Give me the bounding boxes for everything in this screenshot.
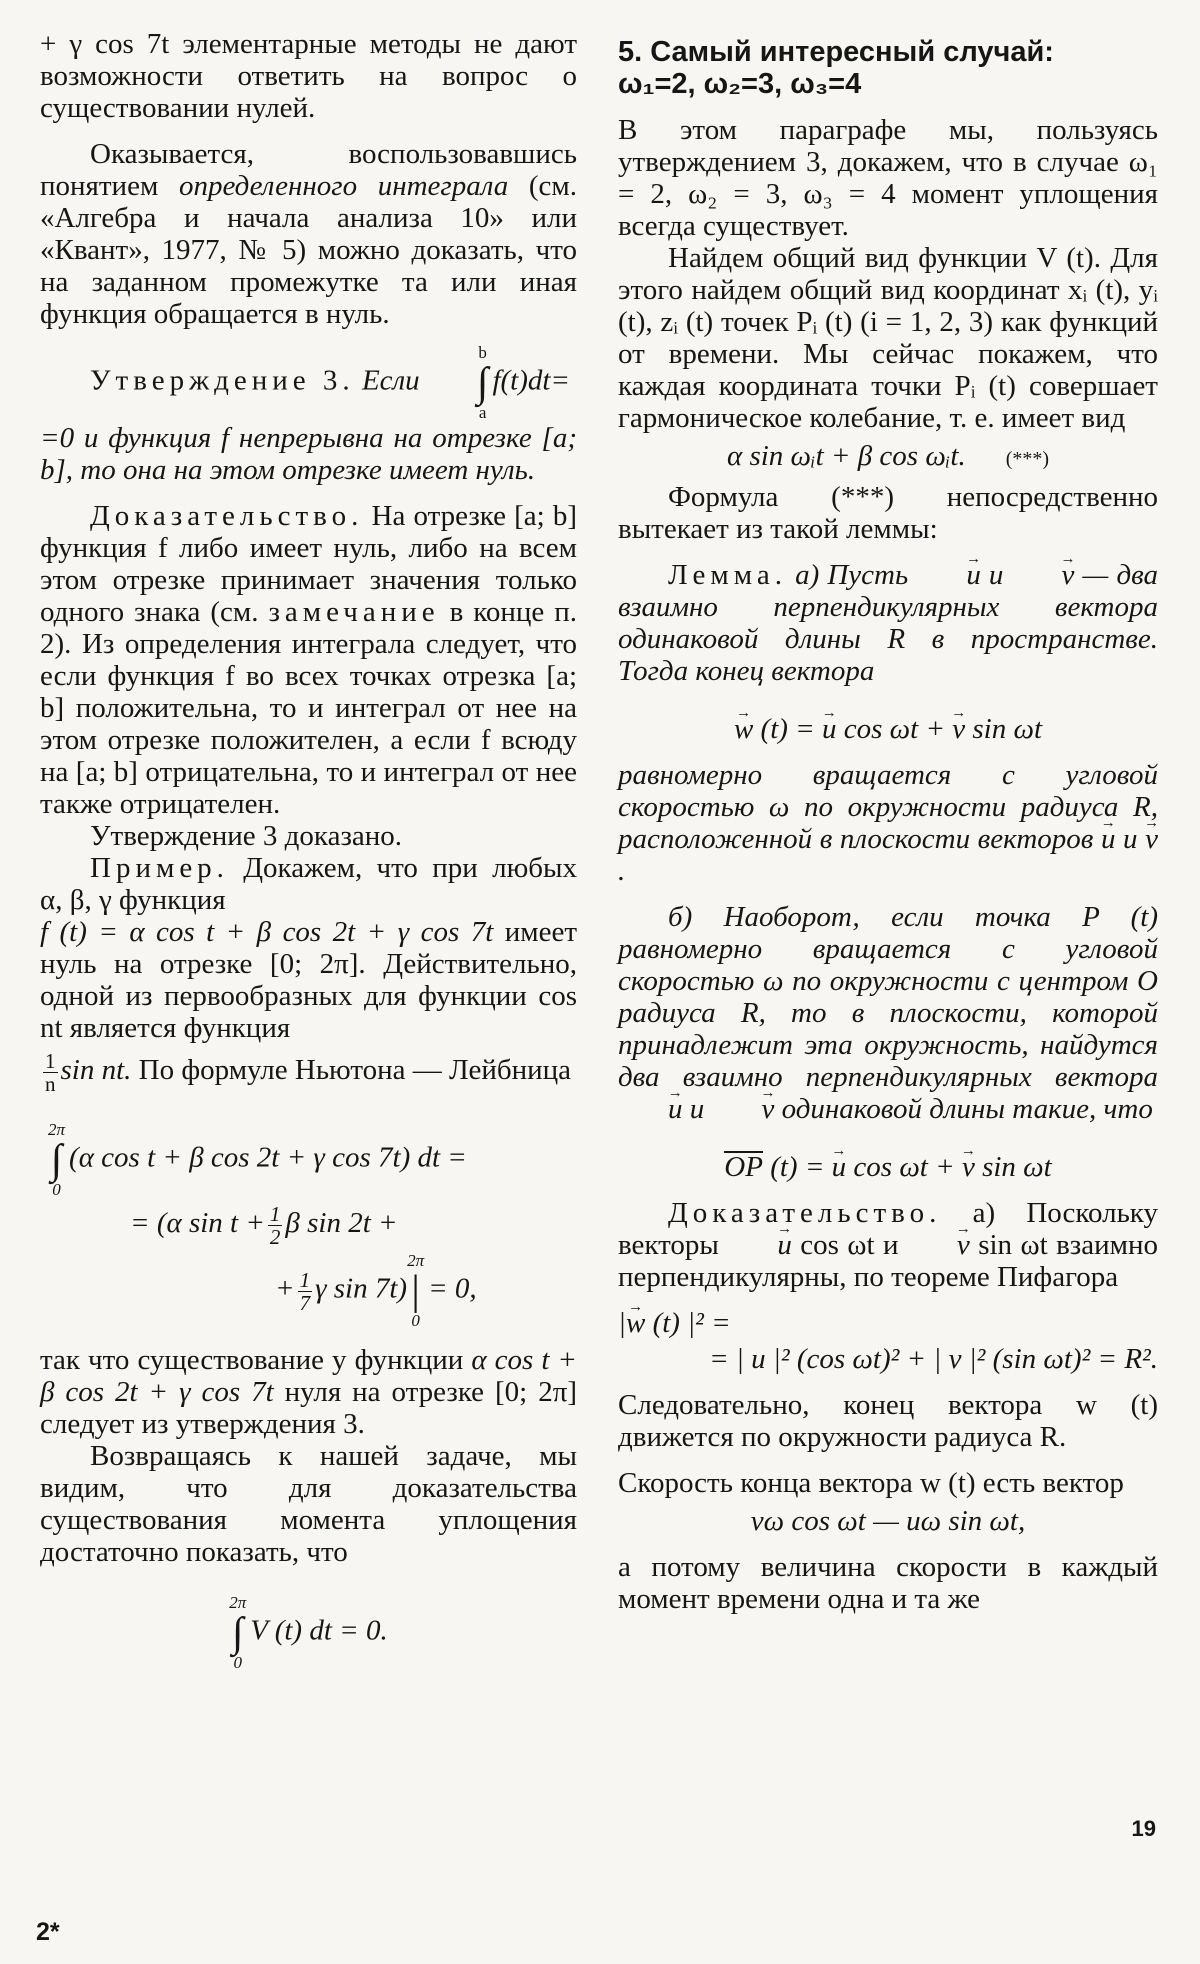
text: cos ωt и xyxy=(791,1229,907,1261)
equation-line-3 xyxy=(40,1252,577,1330)
text: и xyxy=(1115,823,1146,855)
lower-limit: a xyxy=(478,403,487,422)
section-title: 5. Самый интересный случай: xyxy=(618,36,1054,68)
example-label: Пример. xyxy=(90,852,229,884)
section-heading xyxy=(618,36,1158,100)
remark-reference: замечание xyxy=(268,596,440,628)
vector-op: OP xyxy=(724,1151,763,1183)
formula-text: α sin ωᵢt + β cos ωᵢt. xyxy=(726,440,966,472)
paragraph-intro: + γ cos 7t элементарные методы не дают возможности ответить на вопрос о существовании нулей. xyxy=(40,28,577,124)
sin-nt: sin nt. xyxy=(60,1054,132,1087)
equation-speed: vω cos ωt — uω sin ωt, xyxy=(750,1505,1026,1537)
equation-text: cos ωt + xyxy=(846,1151,962,1183)
fraction-1-2: $\frac{1}{2}$ xyxy=(269,1202,281,1249)
equation-text: = 0, xyxy=(428,1272,477,1305)
text: На отрезке [a; b] функция f либо имеет нуль, либо на всем этом отрезке принимает значения только одного знака (см. xyxy=(40,500,577,628)
lemma-a xyxy=(618,559,1158,687)
vector-w: → w xyxy=(626,1307,645,1339)
text: так что существование у функции xyxy=(40,1344,472,1376)
example-paragraph xyxy=(40,852,577,916)
integral-sign: b ∫ a xyxy=(427,344,489,422)
equation-text: sin ωt xyxy=(974,1151,1052,1183)
paragraph-return: Возвращаясь к нашей задаче, мы видим, что для доказательства существования момента уплощения достаточно показать, что xyxy=(40,1440,577,1568)
fraction-1-over-n: $\frac{1}{n}$ xyxy=(45,1049,56,1096)
proof-paragraph xyxy=(40,500,577,820)
text: — два взаимно перпендикулярных вектора одинаковой длины R в пространстве. Тогда конец вектора xyxy=(618,559,1158,687)
statement-body: =0 и функция f непрерывна на отрезке [a; b], то она на этом отрезке имеет нуль. xyxy=(40,422,577,486)
proved-line: Утверждение 3 доказано. xyxy=(90,820,403,852)
paragraph-consequence: Следовательно, конец вектора w (t) движется по окружности радиуса R. xyxy=(618,1389,1158,1453)
text: а) Пусть xyxy=(786,559,917,591)
integral-sign: 2π ∫ 0 xyxy=(48,1120,66,1199)
equation-text: + xyxy=(275,1272,295,1305)
right-column xyxy=(618,28,1158,1615)
equation-text: | xyxy=(618,1307,626,1339)
equation-text: = (α sin t + xyxy=(130,1207,265,1240)
vector-v: → v xyxy=(962,1151,975,1183)
statement-label: Утверждение 3. xyxy=(90,364,355,397)
equation-text: γ sin 7t) xyxy=(315,1272,408,1305)
equation-text: cos ωt + xyxy=(836,713,953,745)
section-subtitle: ω₁=2, ω₂=3, ω₃=4 xyxy=(618,68,862,100)
vector-w: → w xyxy=(734,713,753,745)
equation-line-2 xyxy=(40,1203,577,1248)
left-column xyxy=(40,28,577,1678)
function-expression: α cos t + β cos 2t + γ cos 7t xyxy=(40,1344,577,1408)
text: По формуле Ньютона — Лейбница xyxy=(131,1054,572,1087)
equation-text: β sin 2t + xyxy=(285,1207,398,1240)
lemma-b xyxy=(618,901,1158,1125)
statement-3 xyxy=(40,344,577,422)
vector-v: → v xyxy=(1145,823,1158,855)
equation-pythagoras: = | u |² (cos ωt)² + | v |² (sin ωt)² = R². xyxy=(709,1343,1158,1375)
text: Докажем, что при любых α, β, γ функция xyxy=(40,852,577,916)
equation-line-1 xyxy=(40,1121,577,1199)
text: . xyxy=(618,855,626,887)
equation-abs-w xyxy=(618,1307,1158,1339)
equation-text: (α cos t + β cos 2t + γ cos 7t) dt = xyxy=(69,1141,467,1174)
formula-tag: (***) xyxy=(1005,448,1050,470)
paragraph-general-form: Найдем общий вид функции V (t). Для этого найдем общий вид координат xᵢ (t), yᵢ (t), zᵢ (t) точек Pᵢ (t) (i = 1, 2, 3) как функций от времени. Мы сейчас покажем, что каждая координата точки Pᵢ (t) совершает гармоническое колебание, т. е. имеет вид xyxy=(618,242,1158,434)
page-number: 19 xyxy=(1131,1816,1156,1841)
text: нуля на отрезке [0; 2π] следует из утверждения 3. xyxy=(40,1376,577,1440)
integral-sign: 2π ∫ 0 xyxy=(229,1593,247,1672)
formula-harmonic xyxy=(618,440,1158,475)
text: и xyxy=(980,559,1012,591)
text: а) Поскольку векторы xyxy=(618,1197,1158,1261)
paragraph-lemma-intro: Формула (***) непосредственно вытекает из такой леммы: xyxy=(618,481,1158,545)
vector-u: → u xyxy=(1101,823,1116,855)
text: б) Наоборот, если точка P (t) равномерно вращается с угловой скоростью ω по окружности с центром O радиуса R, то в плоскости, которой принадлежит эта окружность, найдутся два взаимно перпендикулярных вектора xyxy=(618,901,1158,1093)
text: равномерно вращается с угловой скоростью ω по окружности радиуса R, расположенной в плоскости векторов xyxy=(618,759,1158,855)
vector-u: → u xyxy=(822,713,837,745)
example-function-line xyxy=(40,916,577,1044)
proof-label: Доказательство. xyxy=(668,1197,942,1229)
paragraph-intro: В этом параграфе мы, пользуясь утверждением 3, докажем, что в случае ω₁ = 2, ω₂ = 3, ω₃ = 4 момент уплощения всегда существует. xyxy=(618,114,1158,242)
text: и xyxy=(682,1093,712,1125)
paragraph-last: а потому величина скорости в каждый момент времени одна и та же xyxy=(618,1551,1158,1615)
paragraph-integral-idea xyxy=(40,138,577,330)
evaluation-bar: 2π | 0 xyxy=(407,1251,425,1330)
text: имеет нуль на отрезке [0; 2π]. Действительно, одной из первообразных для функции cos nt является функция xyxy=(40,916,577,1044)
text: одинаковой длины такие, что xyxy=(774,1093,1153,1125)
vector-u: → u xyxy=(832,1151,847,1183)
text: в конце п. 2). Из определения интеграла следует, что если функция f во всех точках отрезка [a; b] положительна, то и интеграл от нее на этом отрезке положителен, а если f всюду на [a; b] отрицательна, то и интеграл от нее также отрицателен. xyxy=(40,596,577,820)
lemma-a-continued xyxy=(618,759,1158,887)
equation-text: (t) = xyxy=(762,1151,832,1183)
vector-v: → v xyxy=(952,713,965,745)
term-definite-integral: определенного интеграла xyxy=(178,170,509,202)
equation-text: (t) = xyxy=(753,713,822,745)
upper-limit: b xyxy=(478,343,487,362)
fraction-1-7: $\frac{1}{7}$ xyxy=(299,1267,311,1315)
vector-v: → v xyxy=(1012,559,1075,591)
example-function: f (t) = α cos t + β cos 2t + γ cos 7t xyxy=(40,916,494,948)
equation-text: (t) |² = xyxy=(645,1307,731,1339)
vector-u: → u xyxy=(916,559,981,591)
equation-w xyxy=(618,713,1158,745)
proof-paragraph xyxy=(618,1197,1158,1293)
text: Оказывается, воспользовавшись понятием xyxy=(40,138,577,202)
vector-v: → v xyxy=(712,1093,775,1125)
equation-op xyxy=(618,1151,1158,1183)
text: (см. «Алгебра и начала анализа 10» или «Квант», 1977, № 5) можно доказать, что на заданном промежутке та или иная функция обращается в нуль. xyxy=(40,170,577,330)
vector-u: → u xyxy=(727,1229,792,1261)
equation-text: sin ωt xyxy=(965,713,1043,745)
lemma-label: Лемма. xyxy=(668,559,787,591)
final-equation xyxy=(40,1594,577,1672)
signature-mark: 2* xyxy=(36,1918,60,1946)
vector-v: → v xyxy=(907,1229,970,1261)
statement-if: Если xyxy=(361,364,420,397)
antiderivative-line xyxy=(40,1050,577,1095)
equation-text: V (t) dt = 0. xyxy=(250,1614,388,1647)
paragraph-conclusion xyxy=(40,1344,577,1440)
vector-u: → u xyxy=(618,1093,683,1125)
paragraph-speed: Скорость конца вектора w (t) есть вектор xyxy=(618,1467,1124,1499)
proof-label: Доказательство. xyxy=(90,500,364,532)
text: sin ωt взаимно перпендикулярны, по теореме Пифагора xyxy=(618,1229,1158,1293)
statement-integrand: f(t)dt= xyxy=(492,364,570,397)
